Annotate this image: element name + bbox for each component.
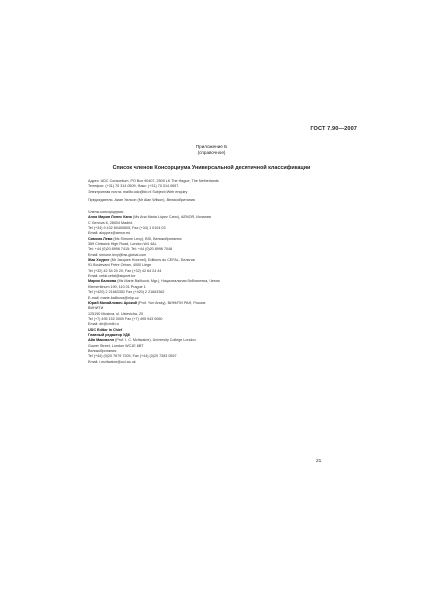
member-name-line [88, 301, 220, 306]
page-number: 21 [316, 459, 322, 464]
appendix-type: (справочное) [197, 150, 226, 155]
chair-line: Председатель: Аиан Уилсон (Mr Alan Wilson), Великобритания [88, 198, 195, 202]
editor-detail: Tel (+44) (0)20 7679 7205, Fax (+44) (0)20 7383 0557 [88, 354, 177, 359]
member-name-line [88, 215, 220, 220]
member-detail: 125190 Moskva, ul. Usievicha, 20 [88, 311, 144, 316]
member-detail: Tel (+7) 495 152 0000 Fax (+7) 495 943 0060 [88, 316, 163, 321]
member-name: Симона Леви [88, 236, 113, 241]
appendix-heading [0, 144, 423, 156]
member-affiliation: (Mr Jacques Hoornel), Editions du CEFAL, Бельгия [109, 258, 195, 263]
editor-detail: Великобритания [88, 348, 117, 353]
editor-detail: Gower Street, London WC1E 6BT [88, 343, 144, 348]
member-affiliation: (Prof. Yuri Arsky), ВИНИТИ РАН, Россия [136, 300, 206, 305]
member-name: Юрий Михайлович Арский [88, 300, 137, 305]
member-detail: 389 Chiswick High Road, London W4 4AL [88, 242, 157, 247]
member-detail: Tel (+32) 42 54 20 20, Fax (+32) 42 64 24 44 [88, 268, 162, 273]
member-detail: C Genova 6, 28004 Madrid [88, 220, 133, 225]
editor-name: Айя Максвелл [88, 338, 115, 343]
member-affiliation: (Ms Ana Maria López Cano), AENOR, Испания [132, 215, 211, 220]
member-detail: Email: dir@viniti.ru [88, 322, 119, 327]
member-detail: ВИНИТИ [88, 306, 104, 311]
member-detail: Klementinum 190, 110 01 Prague 1 [88, 284, 146, 289]
phone-line: Телефон: (+31) 70 314 0509, Факс: (+31) 70 314 0657. [88, 184, 180, 189]
editor-detail: Email: i.mcilwaine@ucl.ac.uk [88, 359, 136, 364]
standard-code: ГОСТ 7.90—2007 [310, 126, 357, 132]
address-block [88, 179, 219, 195]
member-detail: Tel: +44 (0)20 8996 7415; Tel: +44 (0)20 8996 7048 [88, 247, 173, 252]
member-detail: Email: aloppez@aenor.es [88, 231, 131, 236]
members-list [88, 210, 220, 365]
member-name: Мария Балкова [88, 279, 117, 284]
member-detail: E-mail: marie.balikova@nkp.cz [88, 295, 139, 300]
member-affiliation: (Ms Marie Balíková, Mgr.), Национальная библиотека, Чехия [116, 279, 220, 284]
editor-heading: UDC Editor in Chief [88, 327, 123, 332]
member-name: Анна Мария Лопес Кано [88, 215, 133, 220]
member-detail: Email: simone.levy@bsi-global.com [88, 252, 147, 257]
member-detail: 91 Boulevard Frère Orban, 4000 Liège [88, 263, 152, 268]
member-detail: Email: cefal.cefal@skynet.be [88, 274, 136, 279]
member-name: Жак Хоурне [88, 258, 110, 263]
appendix-label: Приложение Б [195, 144, 228, 149]
editor-affiliation: (Prof. I. C. McIlwaine), University College London [114, 338, 196, 343]
members-heading: Члены консорциума: [88, 210, 124, 214]
member-detail: Tel (+34) 9 432 60400605, Fax (+34) 1 0104 03 [88, 226, 166, 231]
document-title: Список членов Консорциума Универсальной десятичной классификации [112, 165, 311, 171]
email-line: Электронная почта: mailto:udc@kb.nl Subject=Web enquiry [88, 189, 188, 194]
member-detail: Tel (+420) 2 21663352 Fax (+420) 2 21663362 [88, 290, 165, 295]
member-affiliation: (Ms Simone Levy), BSI, Великобритания [112, 236, 182, 241]
editor-role: Главный редактор УДК [88, 332, 131, 337]
address-line: Адрес: UDC Consortium, PO Box 90407, 2509 LK The Hague, The Netherlands [88, 179, 219, 183]
